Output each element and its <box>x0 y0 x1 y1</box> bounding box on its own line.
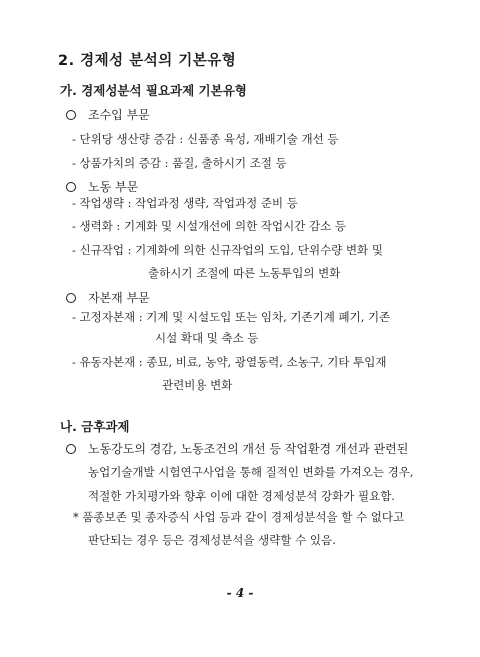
list-item-continued: 관련비용 변화 <box>162 378 233 392</box>
circle-bullet-icon <box>66 293 76 303</box>
circle-bullet-icon <box>66 110 76 120</box>
list-item: - 단위당 생산량 증감 : 신품종 육성, 재배기술 개선 등 <box>72 132 339 146</box>
note-line: * 품종보존 및 종자증식 사업 등과 같이 경제성분석을 할 수 없다고 <box>73 510 405 524</box>
subsection-a-title: 가. 경제성분석 필요과제 기본유형 <box>60 83 247 98</box>
group-label-revenue: 조수입 부문 <box>66 107 150 123</box>
list-item: - 작업생략 : 작업과정 생략, 작업과정 준비 등 <box>72 196 298 210</box>
section-title: 2. 경제성 분석의 기본유형 <box>58 53 237 69</box>
subsection-b-title: 나. 금후과제 <box>60 419 130 434</box>
circle-bullet-icon <box>66 444 76 454</box>
list-item: - 고정자본재 : 기계 및 시설도입 또는 임차, 기존기계 폐기, 기존 <box>72 310 391 324</box>
list-item-continued: 출하시기 조절에 따른 노동투입의 변화 <box>148 266 341 280</box>
list-item: - 상품가치의 증감 : 품질, 출하시기 조절 등 <box>72 156 287 170</box>
group-label-labor: 노동 부문 <box>66 179 138 195</box>
paragraph-line: 적절한 가치평가와 향후 이에 대한 경제성분석 강화가 필요함. <box>88 489 395 503</box>
list-item: - 신규작업 : 기계화에 의한 신규작업의 도입, 단위수량 변화 및 <box>72 243 383 257</box>
note-line: 판단되는 경우 등은 경제성분석을 생략할 수 있음. <box>88 533 336 547</box>
group-label-capital: 자본재 부문 <box>66 290 150 306</box>
paragraph-line: 농업기술개발 시험연구사업을 통해 질적인 변화를 가져오는 경우, <box>88 465 414 479</box>
list-item: - 유동자본재 : 종묘, 비료, 농약, 광열동력, 소농구, 기타 투입재 <box>72 355 387 369</box>
circle-bullet-icon <box>66 182 76 192</box>
paragraph-line: 노동강도의 경감, 노동조건의 개선 등 작업환경 개선과 관련된 <box>66 441 408 457</box>
list-item: - 생력화 : 기계화 및 시설개선에 의한 작업시간 감소 등 <box>72 219 346 233</box>
list-item-continued: 시설 확대 및 축소 등 <box>155 331 259 345</box>
page-number: - 4 - <box>226 586 254 600</box>
